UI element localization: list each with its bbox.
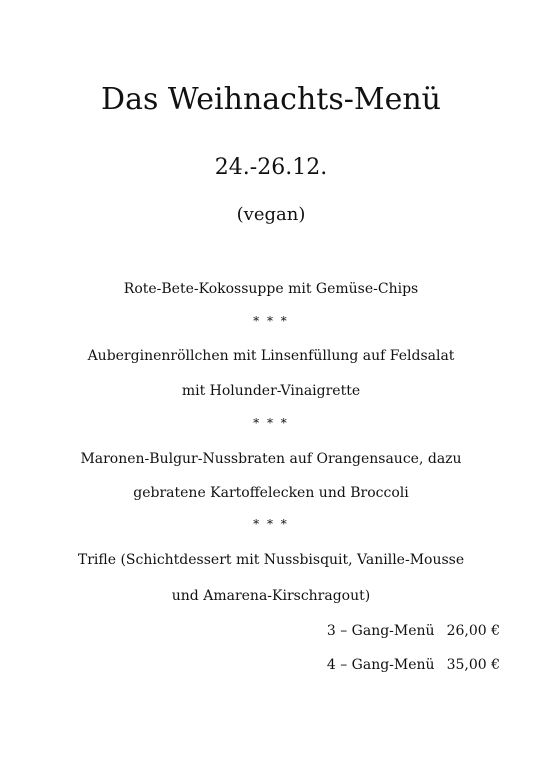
price-label: 4 – Gang-Menü (326, 657, 435, 673)
price-value: 35,00 € (446, 657, 500, 673)
menu-title: Das Weihnachts-Menü (101, 82, 441, 117)
price-row-4-gang (300, 654, 500, 676)
course-3-line-2: gebratene Kartoffelecken und Broccoli (133, 485, 409, 501)
course-4-line-1: Trifle (Schichtdessert mit Nussbisquit, Vanille-Mousse (77, 552, 465, 568)
menu-subtitle: (vegan) (236, 204, 306, 225)
course-3-line-1: Maronen-Bulgur-Nussbraten auf Orangensauce, dazu (80, 451, 462, 467)
separator-3: * * * (253, 517, 289, 531)
course-4-line-2: und Amarena-Kirschragout) (171, 588, 371, 604)
course-1-line-1: Rote-Bete-Kokossuppe mit Gemüse-Chips (123, 281, 419, 297)
menu-date: 24.-26.12. (214, 155, 328, 180)
course-2-line-1: Auberginenröllchen mit Linsenfüllung auf Feldsalat (87, 348, 455, 364)
price-value: 26,00 € (446, 623, 500, 639)
separator-1: * * * (253, 314, 289, 328)
price-label: 3 – Gang-Menü (326, 623, 435, 639)
course-2-line-2: mit Holunder-Vinaigrette (181, 383, 361, 399)
separator-2: * * * (253, 416, 289, 430)
price-row-3-gang (300, 620, 500, 642)
